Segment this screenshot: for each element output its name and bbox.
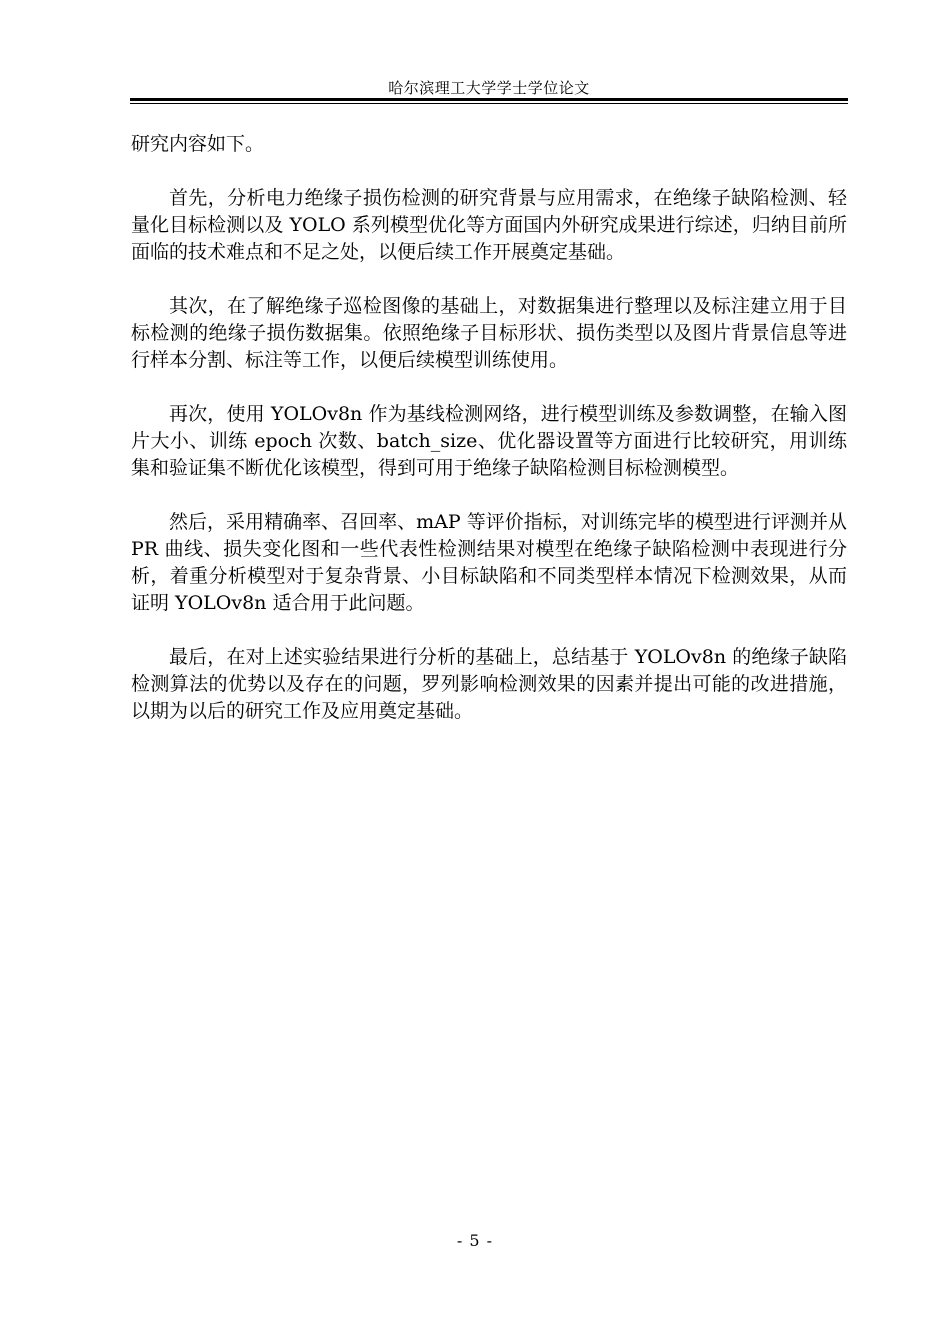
- paragraph-third: 再次，使用 YOLOv8n 作为基线检测网络，进行模型训练及参数调整，在输入图片大小、训练 epoch 次数、batch_size、优化器设置等方面进行比较研究，用训练集和验证集不断优化该模型，得到可用于绝缘子缺陷检测目标检测模型。: [131, 403, 847, 479]
- paragraph-intro: 研究内容如下。: [131, 133, 265, 155]
- body-text: [131, 131, 847, 752]
- page-number: - 5 -: [456, 1231, 494, 1250]
- header-rule-thick: [130, 98, 848, 101]
- running-header: 哈尔滨理工大学学士学位论文: [388, 79, 590, 97]
- paragraph-second: 其次，在了解绝缘子巡检图像的基础上，对数据集进行整理以及标注建立用于目标检测的绝缘子损伤数据集。依照绝缘子目标形状、损伤类型以及图片背景信息等进行样本分割、标注等工作，以便后续模型训练使用。: [131, 295, 847, 371]
- header-rule-thin: [130, 103, 848, 104]
- paragraph-fourth: 然后，采用精确率、召回率、mAP 等评价指标，对训练完毕的模型进行评测并从 PR 曲线、损失变化图和一些代表性检测结果对模型在绝缘子缺陷检测中表现进行分析，着重分析模型对于复杂背景、小目标缺陷和不同类型样本情况下检测效果，从而证明 YOLOv8n 适合用于此问题。: [131, 511, 847, 614]
- paragraph-first: 首先，分析电力绝缘子损伤检测的研究背景与应用需求，在绝缘子缺陷检测、轻量化目标检测以及 YOLO 系列模型优化等方面国内外研究成果进行综述，归纳目前所面临的技术难点和不足之处，以便后续工作开展奠定基础。: [131, 187, 847, 263]
- paragraph-final: 最后，在对上述实验结果进行分析的基础上，总结基于 YOLOv8n 的绝缘子缺陷检测算法的优势以及存在的问题，罗列影响检测效果的因素并提出可能的改进措施，以期为以后的研究工作及应用奠定基础。: [131, 646, 847, 722]
